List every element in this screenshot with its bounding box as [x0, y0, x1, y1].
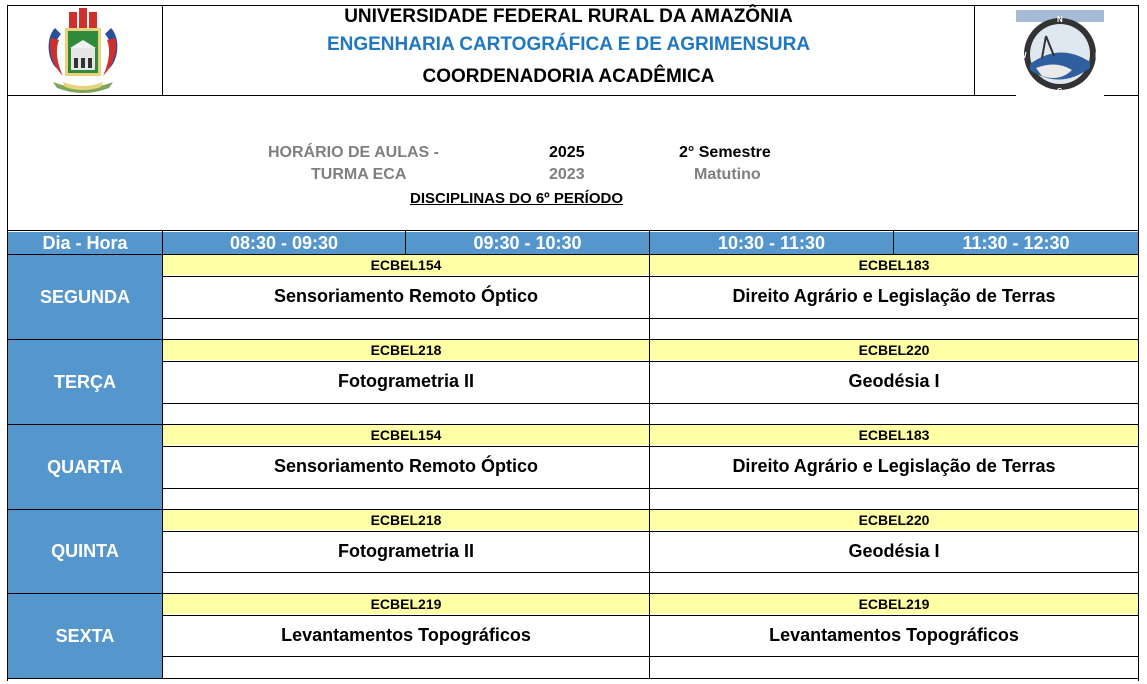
course-name: Geodésia I — [848, 541, 940, 561]
course-name: Fotogrametria II — [337, 541, 475, 561]
course-code: ECBEL218 — [163, 340, 649, 360]
day-label: SEGUNDA — [8, 255, 162, 339]
shift: Matutino — [694, 166, 761, 183]
svg-text:W: W — [1019, 51, 1027, 60]
class-year: 2023 — [549, 166, 585, 183]
row-line — [163, 488, 1138, 489]
course-code: ECBEL220 — [650, 340, 1138, 360]
svg-text:N: N — [1057, 15, 1063, 24]
header-divider — [162, 231, 163, 255]
column-header-slot-2: 09:30 - 10:30 — [406, 232, 649, 254]
row-line — [163, 615, 1138, 616]
header-divider — [893, 231, 894, 255]
column-header-slot-1: 08:30 - 09:30 — [163, 232, 405, 254]
column-header-slot-4: 11:30 - 12:30 — [894, 232, 1138, 254]
column-header-day-hour: Dia - Hora — [8, 232, 162, 254]
course-title: ENGENHARIA CARTOGRÁFICA E DE AGRIMENSURA — [326, 34, 811, 55]
course-name: Sensoriamento Remoto Óptico — [273, 286, 539, 306]
department-title: COORDENADORIA ACADÊMICA — [422, 66, 715, 87]
course-name: Levantamentos Topográficos — [769, 625, 1019, 645]
row-line — [163, 318, 1138, 319]
schedule-year: 2025 — [549, 144, 585, 161]
course-name: Levantamentos Topográficos — [281, 625, 531, 645]
row-line — [163, 572, 1138, 573]
day-label: TERÇA — [8, 340, 162, 424]
svg-text:S: S — [1057, 87, 1063, 96]
header-divider — [405, 231, 406, 255]
class-label: TURMA ECA — [311, 166, 407, 183]
course-code: ECBEL183 — [650, 425, 1138, 445]
row-line — [163, 656, 1138, 657]
table-divider — [162, 255, 163, 679]
header-right-divider — [974, 5, 975, 95]
day-label: QUINTA — [8, 510, 162, 593]
course-name: Direito Agrário e Legislação de Terras — [732, 456, 1056, 476]
row-line — [163, 361, 1138, 362]
course-name: Fotogrametria II — [337, 371, 475, 391]
column-header-slot-3: 10:30 - 11:30 — [650, 232, 893, 254]
course-code: ECBEL218 — [163, 510, 649, 530]
university-title: UNIVERSIDADE FEDERAL RURAL DA AMAZÔNIA — [344, 6, 793, 27]
course-code: ECBEL183 — [650, 255, 1138, 275]
semester: 2° Semestre — [679, 144, 771, 161]
table-divider — [649, 255, 650, 679]
day-label: SEXTA — [8, 594, 162, 678]
svg-text:E: E — [1095, 51, 1101, 60]
row-line — [163, 276, 1138, 277]
course-code: ECBEL154 — [163, 255, 649, 275]
course-name: Geodésia I — [848, 371, 940, 391]
right-border — [1138, 5, 1139, 681]
course-name: Sensoriamento Remoto Óptico — [273, 456, 539, 476]
row-line — [8, 678, 1138, 679]
day-label: QUARTA — [8, 425, 162, 509]
course-code: ECBEL219 — [650, 594, 1138, 614]
course-code: ECBEL219 — [163, 594, 649, 614]
course-name: Direito Agrário e Legislação de Terras — [732, 286, 1056, 306]
university-logo — [45, 8, 121, 94]
row-line — [163, 403, 1138, 404]
header-divider — [649, 231, 650, 255]
period-title: DISCIPLINAS DO 6º PERÍODO — [410, 190, 624, 207]
table-top-border — [8, 230, 1138, 231]
header-bottom-border — [8, 95, 1138, 96]
schedule-label: HORÁRIO DE AULAS - — [268, 144, 439, 161]
course-code: ECBEL154 — [163, 425, 649, 445]
course-logo — [1016, 8, 1104, 96]
course-code: ECBEL220 — [650, 510, 1138, 530]
row-line — [163, 446, 1138, 447]
row-line — [163, 531, 1138, 532]
